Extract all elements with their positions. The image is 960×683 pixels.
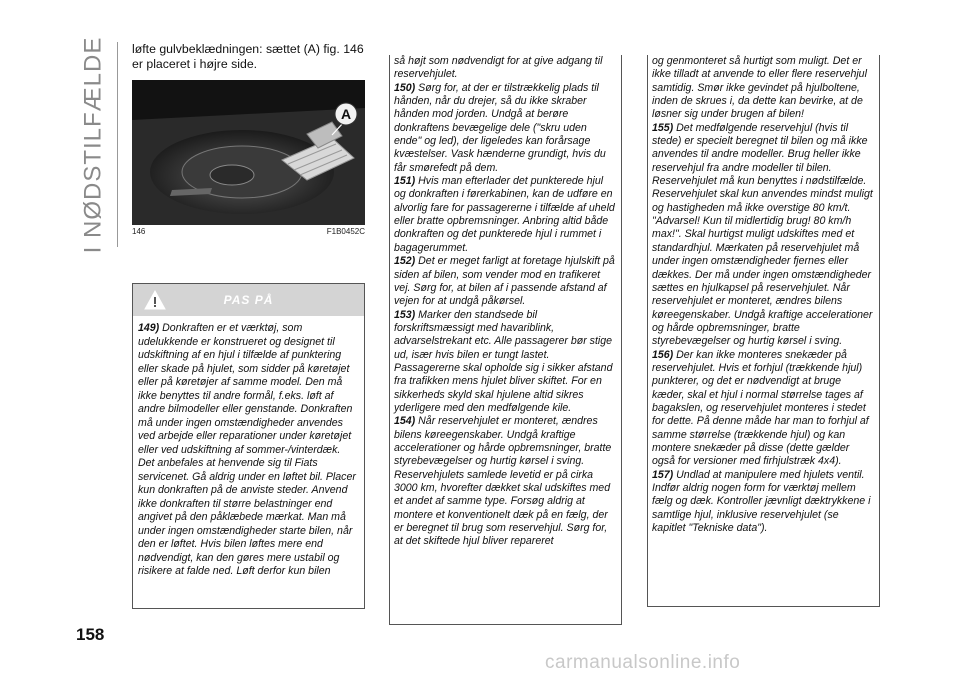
figure-label-a: A [340,106,352,122]
warning-text [133,316,364,579]
note-number: 155) [652,121,674,134]
note-text: Det er meget farligt at foretage hjulskift på siden af bilen, som vender mod en trafikeret vej. Sørg for, at bilen af i passende afstand af vejen for at undgå påkørsel. [394,255,615,308]
figure-number: 146 [132,227,146,236]
column-right [647,55,880,607]
warning-title: PAS PÅ [223,293,274,307]
note-text: Det medfølgende reservehjul (hvis til stede) er specielt beregnet til bilen og må ikke anvendes til andre modeller. Brug heller ikke reservehjul fra andre modeller til bilen. Reservehjulet må kun benyttes i nødstilfælde. Reservehjulet skal kun anvendes mindst muligt og hastigheden må ikke overstige 80 km/t. "Advarsel! Kun til midlertidig brug! 80 km/h max!". Skal hurtigst muligt udskiftes med et standardhjul. Mærkaten på reservehjulet må under ingen omstændigheder fjernes eller dækkes. Der må under ingen omstændigheder sættes en hjulkapsel på reservehjulet. Når reservehjulet er monteret, ændres bilens køreegenskaber. Undgå kraftige accelerationer og hårde opbremsninger, bratte styrebevægelser og hurtig kørsel i sving. [652,121,873,348]
note-item [394,175,617,255]
note-text: Der kan ikke monteres snekæder på reservehjulet. Hvis et forhjul (trækkende hjul) punkterer, og det er nødvendigt at bruge kæder, skal et hjul i normal størrelse tages af bagakslen, og reservehjulet monteres i stedet for dette. På denne måde har man to forhjul af samme størrelse (trækkende hjul) og kan montere snekæder på disse (dette gælder også for versioner med firhjulstræk 4x4). [652,348,869,468]
page-number: 158 [76,625,105,644]
note-text: Hvis man efterlader det punkterede hjul og donkraften i førerkabinen, kan de udføre en alvorlig fare for passagererne i tilfælde af uheld eller bratte opbremsninger. Anbring altid både donkraften og det punkterede hjul i rummet i bagagerummet. [394,175,615,254]
warning-triangle-icon [143,289,167,311]
note-number: 156) [652,348,674,361]
chapter-side-title [78,36,108,254]
note-item [394,82,617,175]
note-text: Sørg for, at der er tilstrækkelig plads til hånden, når du drejer, så du ikke skraber hånden mod jorden. Undgå at berøre donkraftens bevægelige dele ("skru uden ende" og led), der ligeledes kan forårsage kvæstelser. Vask hænderne grundigt, hvis du får smørefedt på dem. [394,81,606,174]
note-number: 154) [394,415,416,428]
warning-header [133,284,364,316]
warning-note-number: 149) [138,322,160,334]
note-item [652,122,875,349]
note-text: Undlad at manipulere med hjulets ventil. Indfør aldrig nogen form for værktøj mellem fælg og dæk. Kontroller jævnligt dæktrykkene i samtlige hjul, inklusive reservehjulet (se kapitlet "Tekniske data"). [652,468,871,535]
watermark: carmanualsonline.info [545,652,741,673]
note-number: 152) [394,255,416,268]
note-item [652,469,875,536]
column-left [132,42,365,236]
note-number: 153) [394,308,416,321]
figure-code: F1B0452C [326,227,365,236]
note-text: Marker den standsede bil forskriftsmæssigt med havariblink, advarselstrekant etc. Alle passagerer bør stige ud, især hvis bilen er tungt lastet. Passagererne skal opholde sig i sikker afstand fra trafikken mens hjulet bliver skiftet. For en sikkerheds skyld skal hjulene altid sikres yderligere med den medfølgende kile. [394,308,613,414]
column-right-lead: og genmonteret så hurtigt som muligt. Det er ikke tilladt at anvende to eller flere reservehjul samtidig. Smør ikke gevindet på hjulboltene, inden de skrues i, da dette kan bevirke, at de løsner sig under brugen af bilen! [652,55,867,121]
note-item [652,349,875,469]
trunk-figure [132,80,365,225]
column-right-text [652,55,875,535]
note-item [394,309,617,416]
note-number: 151) [394,175,416,188]
chapter-divider [117,42,118,247]
trunk-illustration [132,80,365,225]
column-middle-text [394,55,617,549]
chapter-title-text: I NØDSTILFÆLDE [79,36,107,254]
warning-body: Donkraften er et værktøj, som udelukkende er konstrueret og designet til udskiftning af en hjul i tilfælde af punktering eller skade på hjulet, som sidder på køretøjet eller på køretøjer af samme model. Den må ikke benyttes til andre formål, f.eks. løft af andre bilmodeller eller genstande. Donkraften må under ingen omstændigheder anvendes ved arbejde eller reparationer under køretøjet eller ved udskiftning af sommer-/vinterdæk. Det anbefales at henvende sig til Fiats servicenet. Gå aldrig under en løftet bil. Placer kun donkraften på de anviste steder. Anvend ikke donkraften til større belastninger end angivet på den påklæbede mærkat. Man må under ingen omstændigheder starte bilen, når den er løftet. Hvis bilen løftes mere end nødvendigt, kan den gøres mere ustabil og risikere at falde ned. Løft derfor kun bilen [138,322,356,577]
note-text: Når reservehjulet er monteret, ændres bilens køreegenskaber. Undgå kraftige accelerationer og hårde opbremsninger, bratte styrebevægelser og hurtig kørsel i sving. Reservehjulets samlede levetid er på cirka 3000 km, hvorefter dækket skal udskiftes med et andet af samme type. Forsøg aldrig at montere et konventionelt dæk på en fælg, der er beregnet til brug som reservehjul. Sørg for, at det skiftede hjul bliver repareret [394,415,612,548]
note-number: 150) [394,81,416,94]
note-number: 157) [652,468,674,481]
warning-box [132,283,365,609]
column-middle-lead: så højt som nødvendigt for at give adgang til reservehjulet. [394,55,603,81]
note-item [394,415,617,548]
note-item [394,255,617,308]
intro-text: løfte gulvbeklædningen: sættet (A) fig. 146 er placeret i højre side. [132,42,364,71]
figure-caption [132,227,365,236]
column-middle [389,55,622,625]
